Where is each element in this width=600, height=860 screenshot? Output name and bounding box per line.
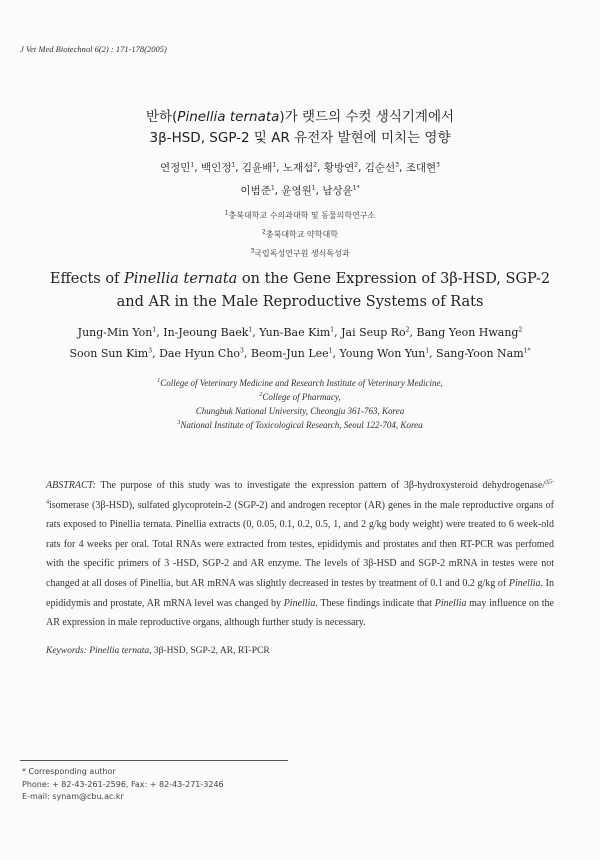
author-affiliation-mark: 1* <box>352 184 360 192</box>
abstract-text: . In epididymis and prostate, AR mRNA level was changed by <box>46 577 554 609</box>
journal-citation: J Vet Med Biotechnol 6(2) : 171-178(2005) <box>20 44 167 54</box>
affiliation-text: 충북대학교 수의과대학 및 동물의학연구소 <box>228 211 376 220</box>
author <box>240 185 274 197</box>
abstract-italic: Pinellia <box>508 577 541 589</box>
english-title-line-2: and AR in the Male Reproductive Systems of Rats <box>116 294 484 310</box>
author <box>417 326 523 339</box>
keywords-species: Pinellia ternata <box>86 646 150 656</box>
affiliation-mark: 3 <box>250 247 255 255</box>
author-name: Jai Seup Ro <box>341 326 406 339</box>
footnote <box>22 766 224 804</box>
author <box>70 347 153 360</box>
author-affiliation-mark: 2 <box>313 161 318 169</box>
english-title-part: Effects of <box>49 271 125 287</box>
author <box>160 162 194 174</box>
author <box>406 162 440 174</box>
author-affiliation-mark: 1 <box>328 347 333 355</box>
korean-authors <box>0 157 600 203</box>
author-name: Young Won Yun <box>339 347 426 360</box>
contact-phone-fax: Phone: + 82-43-261-2596, Fax: + 82-43-271-3246 <box>22 779 224 789</box>
abstract-superscript: Δ5-4 <box>46 479 554 506</box>
author-name: Yun-Bae Kim <box>259 326 331 339</box>
korean-title-line-2: 3β-HSD, SGP-2 및 AR 유전자 발현에 미치는 영향 <box>149 130 451 146</box>
affiliation-mark: 2 <box>259 392 263 398</box>
author <box>242 162 276 174</box>
affiliation <box>0 404 600 418</box>
author-affiliation-mark: 1 <box>231 161 236 169</box>
english-title-line-1 <box>0 268 600 291</box>
korean-title-line-1 <box>0 107 600 128</box>
english-title-part: on the Gene Expression of 3β-HSD, SGP-2 <box>237 271 551 287</box>
author-affiliation-mark: 1 <box>190 161 195 169</box>
korean-authors-line-1: 연정민$^1$, 백인정$^1$, 김윤배$^1$, 노재섭$^2$, 황방연$^2$, 김순선$^3$, 조대현$^3$ <box>160 161 440 174</box>
abstract-italic: Pinellia <box>434 597 467 609</box>
affiliation-text: National Institute of Toxicological Research, Seoul 122-704, Korea <box>180 420 423 430</box>
author-name: 황방연 <box>323 162 355 174</box>
author-affiliation-mark: 1 <box>311 184 316 192</box>
author-affiliation-mark: 3 <box>436 161 440 169</box>
author-name: In-Jeoung Baek <box>163 326 249 339</box>
author-name: 백인정 <box>200 162 232 174</box>
author-name: 김순선 <box>364 162 396 174</box>
author-affiliation-mark: 2 <box>354 161 359 169</box>
abstract-text: isomerase (3β-HSD), sulfated glycoprotein-2 (SGP-2) and androgen receptor (AR) genes in the male reproductive organs of rats exposed to Pinellia ternata. Pinellia extracts (0, 0.05, 0.1, 0.2, 0.5, 1, and 2 g/kg body weight) were treated to 6 week-old rats for 4 weeks per oral. Total RNAs were extracted from testes, epididymis and prostates and then RT-PCR was perfomed with the specific primers of 3 -HSD, SGP-2 and AR enzyme. The levels of 3β-HSD and SGP-2 mRNA in testes were not changed at all doses of Pinellia, but AR mRNA was slightly decreased in testes by treatment of 0.1 and 0.2 g/kg of <box>46 499 554 589</box>
keywords-list: , 3β-HSD, SGP-2, AR, RT-PCR <box>149 646 270 656</box>
english-authors-line-1: Jung-Min Yon$^1$, In-Jeoung Baek$^1$, Yun-Bae Kim$^1$, Jai Seup Ro$^2$, Bang Yeon Hwang$^2$ <box>77 326 523 339</box>
author-name: Sang-Yoon Nam <box>436 347 524 360</box>
author-name: 이범준 <box>240 185 271 197</box>
author-name: 조대현 <box>405 162 437 174</box>
affiliation <box>0 390 600 404</box>
author-affiliation-mark: 3 <box>148 347 153 355</box>
abstract-text: . These findings indicate that <box>315 597 435 609</box>
affiliation-text: 충북대학교 약학대학 <box>265 230 338 239</box>
author <box>78 326 157 339</box>
author-name: 노재섭 <box>282 162 314 174</box>
author-affiliation-mark: 1 <box>248 326 253 334</box>
english-authors-line-2: Soon Sun Kim$^3$, Dae Hyun Cho$^3$, Beom-Jun Lee$^1$, Young Won Yun$^1$, Sang-Yoon Nam$^{1*}$ <box>69 347 531 360</box>
author-affiliation-mark: 2 <box>405 326 410 334</box>
author <box>201 162 235 174</box>
affiliation-text: Chungbuk National University, Cheongju 361-763, Korea <box>195 406 405 416</box>
author-name: Soon Sun Kim <box>69 347 149 360</box>
author <box>365 162 399 174</box>
author-name: Dae Hyun Cho <box>159 347 241 360</box>
affiliation <box>0 376 600 390</box>
author-affiliation-mark: 1* <box>523 347 531 355</box>
author-affiliation-mark: 3 <box>395 161 400 169</box>
author-name: Jung-Min Yon <box>77 326 153 339</box>
author <box>324 162 358 174</box>
korean-title-part: 반하( <box>145 109 178 125</box>
affiliation-text: College of Pharmacy, <box>262 392 341 402</box>
author <box>251 347 333 360</box>
author-name: 남상윤 <box>322 185 353 197</box>
korean-affiliations <box>0 206 600 263</box>
author-name: Beom-Jun Lee <box>250 347 329 360</box>
korean-title <box>0 107 600 149</box>
korean-title-species: Pinellia ternata <box>177 109 280 125</box>
korean-title-part: )가 랫드의 수컷 생식기계에서 <box>279 109 455 125</box>
author <box>339 347 429 360</box>
author <box>322 185 359 197</box>
corresponding-author: * Corresponding author <box>22 767 116 776</box>
keywords <box>46 646 270 656</box>
abstract <box>46 476 554 633</box>
author-name: Bang Yeon Hwang <box>416 326 519 339</box>
author-affiliation-mark: 1 <box>152 326 157 334</box>
affiliation <box>0 418 600 432</box>
author <box>159 347 244 360</box>
author-affiliation-mark: 1 <box>272 161 277 169</box>
affiliation <box>0 206 600 225</box>
abstract-label: ABSTRACT: <box>46 480 97 491</box>
affiliation <box>0 244 600 263</box>
korean-authors-line-2: 이범준$^1$, 윤영원$^1$, 남상윤$^{1*}$ <box>240 184 360 197</box>
english-affiliations <box>0 376 600 432</box>
abstract-italic: Pinellia <box>283 597 316 609</box>
author-affiliation-mark: 2 <box>518 326 523 334</box>
footnote-rule <box>20 760 288 761</box>
author <box>283 162 317 174</box>
author-affiliation-mark: 1 <box>270 184 275 192</box>
author <box>281 185 315 197</box>
author-affiliation-mark: 1 <box>330 326 335 334</box>
affiliation-text: College of Veterinary Medicine and Research Institute of Veterinary Medicine, <box>160 378 443 388</box>
author <box>259 326 334 339</box>
affiliation-text: 국립독성연구원 생식독성과 <box>254 249 350 258</box>
affiliation-mark: 1 <box>224 209 229 217</box>
english-title <box>0 268 600 314</box>
affiliation <box>0 225 600 244</box>
affiliation-mark: 3 <box>177 420 181 426</box>
author-affiliation-mark: 1 <box>425 347 430 355</box>
author-name: 김윤배 <box>241 162 273 174</box>
author-name: 윤영원 <box>281 185 312 197</box>
author <box>163 326 252 339</box>
author <box>436 347 530 360</box>
keywords-label: Keywords: <box>46 646 87 656</box>
author-name: 연정민 <box>160 162 191 174</box>
author <box>341 326 409 339</box>
english-authors <box>0 322 600 364</box>
abstract-text: may influence on the AR expression in male reproductive organs, although further study is necessary. <box>46 597 554 629</box>
author-affiliation-mark: 3 <box>240 347 244 355</box>
english-title-species: Pinellia ternata <box>124 271 238 287</box>
affiliation-mark: 2 <box>262 228 266 236</box>
affiliation-mark: 1 <box>157 378 161 384</box>
contact-email[interactable]: E-mail: synam@cbu.ac.kr <box>22 792 124 801</box>
abstract-text: The purpose of this study was to investigate the expression pattern of 3β-hydroxysteroid dehydrogenase/ <box>96 480 546 491</box>
